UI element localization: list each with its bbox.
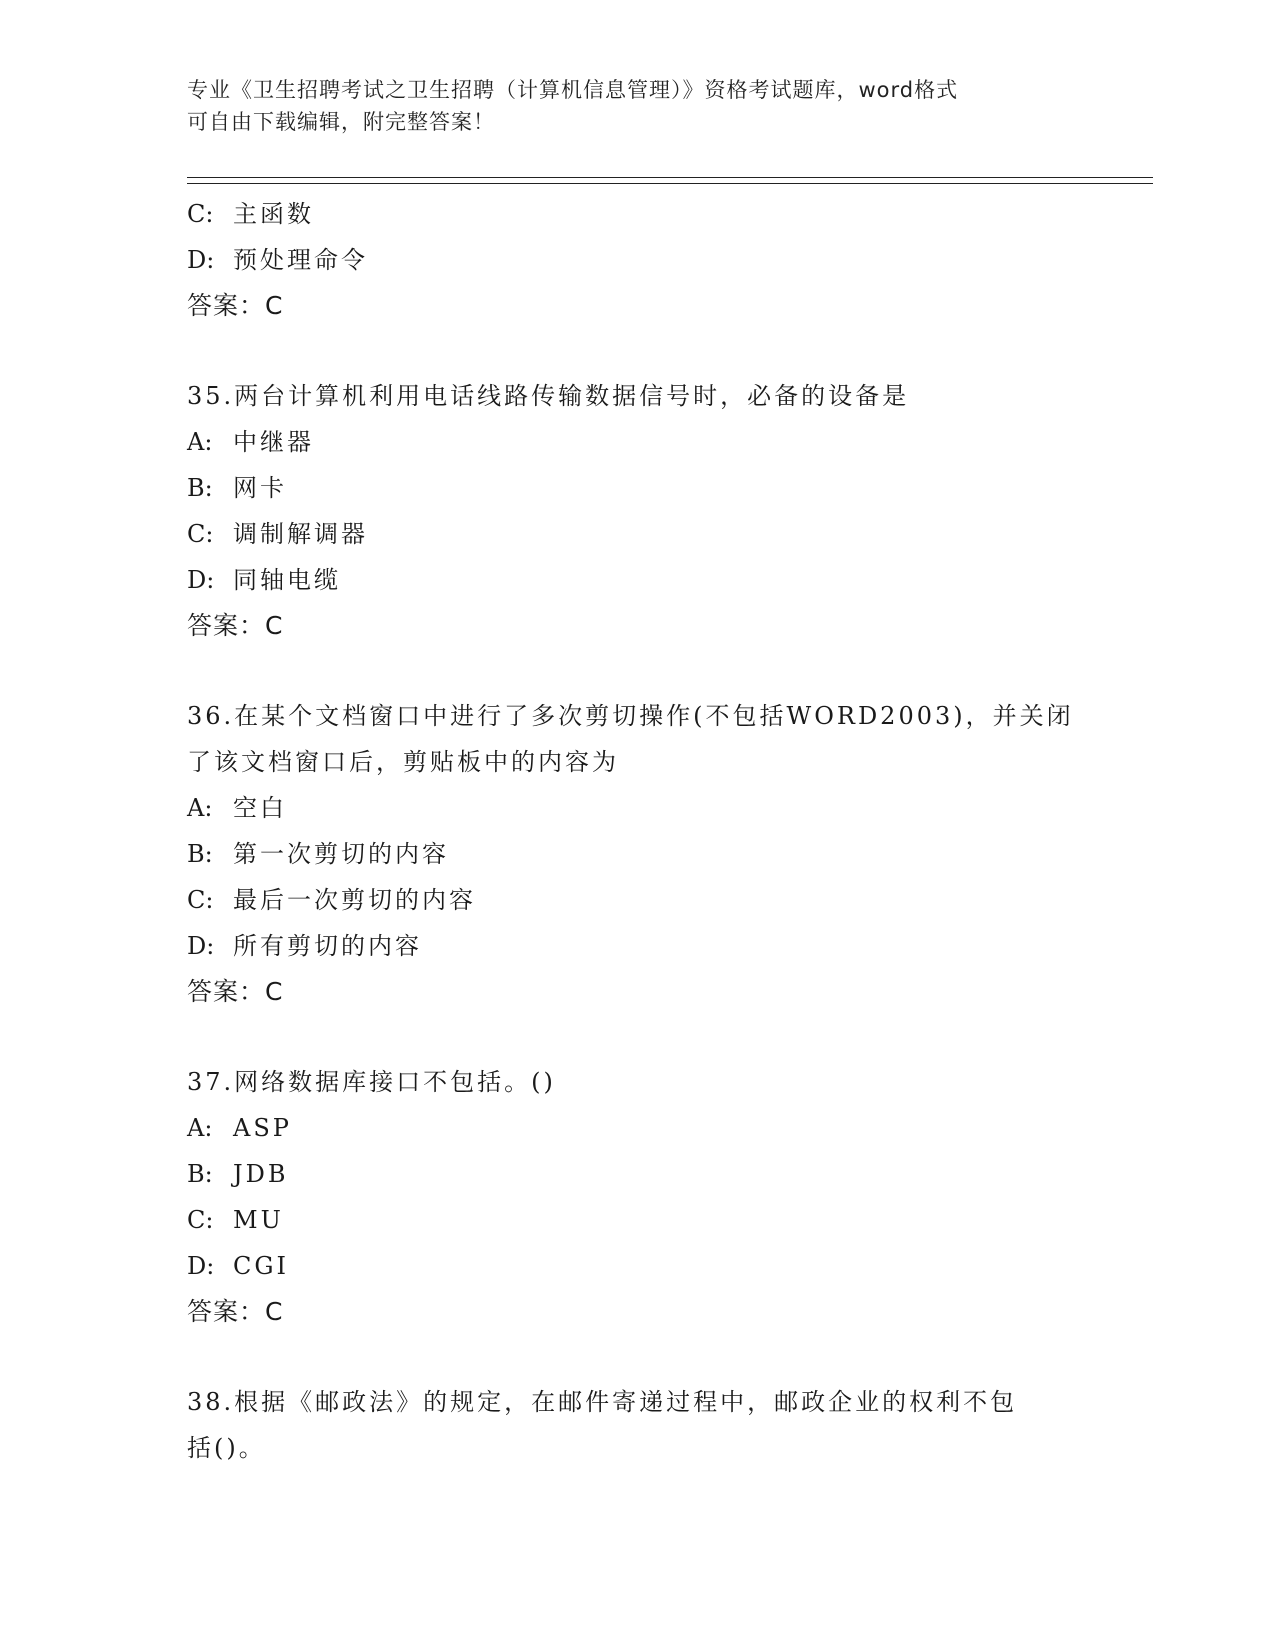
question-37	[187, 1059, 1153, 1335]
option-row	[187, 923, 1153, 969]
option-letter: C:	[187, 520, 214, 548]
option-letter: B:	[187, 474, 213, 502]
question-stem: 38.根据《邮政法》的规定，在邮件寄递过程中，邮政企业的权利不包	[187, 1388, 1018, 1416]
option-row	[187, 419, 1153, 465]
option-text: CGI	[233, 1252, 290, 1280]
option-letter: B:	[187, 1160, 213, 1188]
option-text: 所有剪切的内容	[233, 932, 422, 960]
answer-line: 答案：C	[187, 291, 284, 320]
header-line-1: 专业《卫生招聘考试之卫生招聘（计算机信息管理）》资格考试题库，word格式	[187, 78, 959, 102]
answer-line: 答案：C	[187, 977, 284, 1006]
document-header	[187, 74, 1087, 138]
option-row	[187, 1151, 1153, 1197]
option-row	[187, 785, 1153, 831]
question-stem: 37.网络数据库接口不包括。()	[187, 1068, 556, 1096]
option-text: ASP	[233, 1114, 292, 1142]
question-38	[187, 1379, 1153, 1471]
option-text: 第一次剪切的内容	[233, 840, 449, 868]
option-letter: A:	[187, 794, 213, 822]
option-row	[187, 877, 1153, 923]
option-letter: C:	[187, 886, 214, 914]
option-text: 调制解调器	[233, 520, 368, 548]
option-row	[187, 1105, 1153, 1151]
option-letter: A:	[187, 1114, 213, 1142]
question-stem-continued: 了该文档窗口后，剪贴板中的内容为	[187, 748, 619, 776]
option-text: 网卡	[233, 474, 287, 502]
question-35	[187, 373, 1153, 649]
header-divider-top	[187, 177, 1153, 178]
option-letter: C:	[187, 1206, 214, 1234]
option-letter: D:	[187, 932, 215, 960]
header-divider-bottom	[187, 183, 1153, 184]
answer-line: 答案：C	[187, 611, 284, 640]
option-row	[187, 831, 1153, 877]
option-text: 中继器	[233, 428, 314, 456]
option-letter: A:	[187, 428, 213, 456]
header-line-2: 可自由下载编辑，附完整答案！	[187, 110, 495, 134]
option-row	[187, 1243, 1153, 1289]
option-row	[187, 465, 1153, 511]
question-stem-continued: 括()。	[187, 1434, 266, 1462]
answer-line: 答案：C	[187, 1297, 284, 1326]
option-text: 预处理命令	[233, 246, 368, 274]
option-letter: D:	[187, 1252, 215, 1280]
option-row	[187, 557, 1153, 603]
option-row	[187, 1197, 1153, 1243]
option-text: 主函数	[233, 200, 314, 228]
option-text: MU	[233, 1206, 284, 1234]
option-row	[187, 237, 1153, 283]
question-stem: 36.在某个文档窗口中进行了多次剪切操作(不包括WORD2003)，并关闭	[187, 702, 1074, 730]
question-36	[187, 693, 1153, 1015]
option-text: JDB	[233, 1160, 289, 1188]
option-letter: D:	[187, 246, 215, 274]
option-text: 空白	[233, 794, 287, 822]
option-letter: D:	[187, 566, 215, 594]
question-stem: 35.两台计算机利用电话线路传输数据信号时，必备的设备是	[187, 382, 910, 410]
option-row	[187, 511, 1153, 557]
option-text: 同轴电缆	[233, 566, 341, 594]
option-letter: C:	[187, 200, 214, 228]
option-text: 最后一次剪切的内容	[233, 886, 476, 914]
question-content	[187, 191, 1153, 1471]
option-row	[187, 191, 1153, 237]
option-letter: B:	[187, 840, 213, 868]
